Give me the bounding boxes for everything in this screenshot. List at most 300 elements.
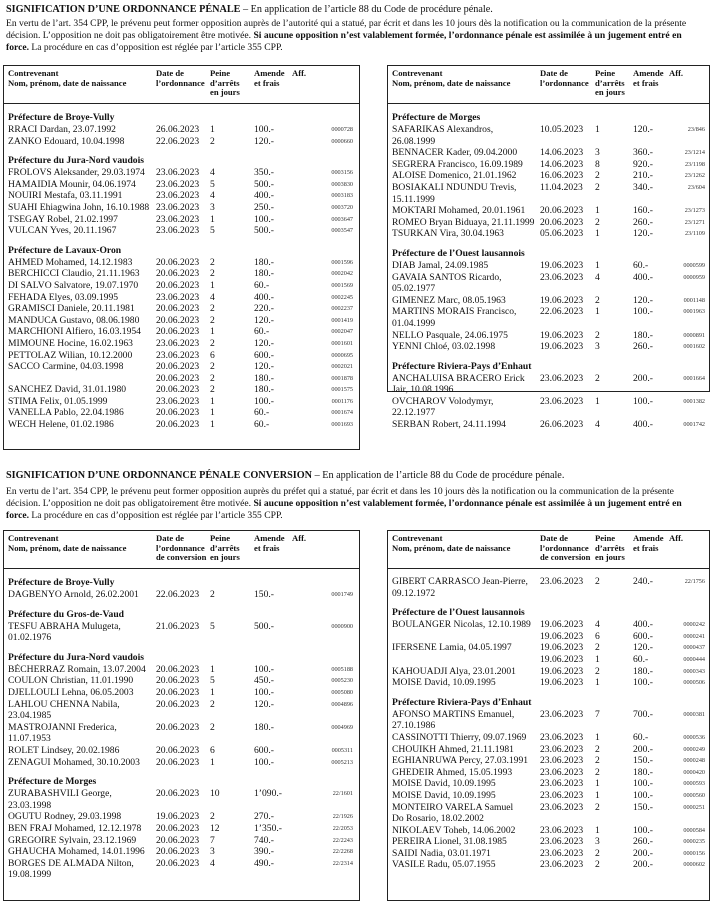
cell-aff: 0000891 [683, 331, 705, 339]
cell-date: 14.06.2023 [540, 147, 584, 159]
cell-aff: 0000437 0000444 [683, 644, 705, 663]
table-row [4, 745, 359, 757]
cell-date: 20.06.2023 [156, 788, 200, 800]
section1-title [6, 4, 493, 15]
cell-peine: 2 [210, 721, 215, 733]
table-row [388, 619, 709, 642]
cell-amende: 160.- [633, 205, 653, 217]
table-header [4, 66, 359, 104]
cell-name: PEREIRA Lionel, 31.08.1985 [392, 836, 507, 848]
cell-peine: 2 2 [210, 361, 215, 384]
table-row [4, 621, 359, 644]
table-row [4, 675, 359, 687]
cell-aff: 23/846 [687, 126, 705, 133]
cell-peine: 2 [210, 303, 215, 315]
cell-aff: 0000235 [683, 838, 705, 846]
cell-aff: 0001176 [331, 397, 353, 405]
cell-name: GRAMISCI Daniele, 20.11.1981 [8, 303, 135, 315]
table-row [4, 396, 359, 408]
table-row [388, 396, 709, 419]
column-header-amende: Amende et frais [254, 68, 285, 88]
table-row [388, 848, 709, 860]
cell-aff: 0001749 [331, 591, 353, 598]
table-row [388, 802, 709, 825]
table-row [4, 167, 359, 179]
cell-amende: 100.- [254, 124, 274, 135]
cell-peine: 2 [595, 755, 600, 767]
table-row [388, 295, 709, 307]
cell-peine: 5 [210, 225, 215, 237]
cell-peine: 1 [210, 279, 215, 291]
cell-amende: 60.- [254, 419, 270, 431]
cell-peine: 2 [595, 181, 600, 193]
cell-name: OGUTU Rodney, 29.03.1998 [8, 811, 122, 823]
cell-name: HAMAIDIA Mounir, 04.06.1974 [8, 178, 136, 190]
cell-aff: 23/1109 [684, 230, 705, 238]
cell-name: SAFARIKAS Alexandros, 26.08.1999 [392, 124, 494, 147]
cell-amende: 120.- [254, 314, 274, 326]
table-row [4, 268, 359, 280]
table-row [4, 225, 359, 237]
cell-amende: 400.- [254, 190, 274, 202]
table-row [4, 338, 359, 350]
section1-title-text: SIGNIFICATION D’UNE ORDONNANCE PÉNALE [6, 4, 241, 15]
table-row [388, 732, 709, 744]
cell-peine: 1 [595, 789, 600, 801]
cell-peine: 3 [595, 147, 600, 159]
cell-name: ROMEO Bryan Biduaya, 21.11.1999 [392, 216, 535, 228]
cell-peine: 2 [595, 576, 600, 587]
cell-aff: 0000506 [683, 679, 705, 687]
cell-date: 20.06.2023 [540, 216, 584, 228]
column-header-aff: Aff. [292, 68, 307, 78]
cell-name: VANELLA Pablo, 22.04.1986 [8, 407, 124, 419]
cell-name: MASTROJANNI Frederica, 11.07.1953 [8, 721, 117, 745]
table-row [4, 699, 359, 722]
cell-peine: 5 [210, 178, 215, 190]
cell-date: 20.06.2023 [156, 326, 200, 338]
cell-name: MIMOUNE Hocine, 16.02.1963 [8, 337, 133, 349]
cell-amende: 180.- [254, 268, 274, 280]
cell-name: KAHOUADJI Alya, 23.01.2001 [392, 665, 516, 677]
cell-peine: 1 [210, 663, 215, 675]
table-row [4, 257, 359, 269]
cell-name: BOULANGER Nicolas, 12.10.1989 [392, 619, 531, 631]
cell-date: 23.06.2023 [540, 731, 584, 743]
cell-peine: 2 [210, 314, 215, 326]
cell-aff: 0001419 [331, 316, 353, 324]
cell-amende: 100.- [254, 686, 274, 698]
column-header-date: Date de l’ordonnance [156, 68, 205, 88]
table-row [4, 384, 359, 396]
cell-peine: 1 [210, 686, 215, 698]
table-row [4, 179, 359, 191]
cell-name: SERBAN Robert, 24.11.1994 [392, 419, 506, 431]
table-row [388, 576, 709, 599]
cell-aff: 22/2268 [332, 848, 353, 856]
cell-date: 20.06.2023 [156, 834, 200, 846]
table-row [388, 373, 709, 396]
cell-name: TSURKAN Vira, 30.04.1963 [392, 228, 504, 240]
cell-name: ANCHALUISA BRACERO Erick Jair, 10.08.1996 [392, 372, 525, 396]
cell-name: SEGRERA Francisco, 16.09.1989 [392, 158, 523, 170]
cell-amende: 200.- [633, 847, 653, 859]
cell-aff: 0000584 [683, 826, 705, 834]
cell-aff: 0000156 [683, 849, 705, 857]
cell-peine: 8 [595, 158, 600, 170]
cell-peine: 2 [210, 268, 215, 280]
cell-amende: 390.- [254, 846, 274, 858]
table-row [4, 350, 359, 362]
cell-name: PETTOLAZ Wilian, 10.12.2000 [8, 349, 133, 361]
cell-peine: 7 [210, 834, 215, 846]
cell-name: MARCHIONI Alfiero, 16.03.1954 [8, 326, 141, 338]
cell-name: MOISE David, 10.09.1995 [392, 677, 496, 689]
cell-aff: 0001596 [331, 258, 353, 266]
cell-amende: 260.- [633, 216, 653, 228]
cell-amende: 120.- [254, 698, 274, 710]
cell-peine: 3 [595, 836, 600, 848]
prefecture-title: Préfecture de Broye-Vully [8, 112, 115, 123]
table-row [388, 260, 709, 272]
cell-peine: 1 [595, 395, 600, 407]
section2-left-table [3, 530, 360, 901]
cell-date: 19.06.2023 [540, 259, 584, 271]
cell-peine: 1 [595, 124, 600, 135]
cell-amende: 120.- [254, 135, 274, 147]
cell-amende: 600.- [254, 349, 274, 361]
prefecture-title: Préfecture de Morges [8, 776, 97, 788]
cell-peine: 1 [595, 205, 600, 217]
cell-peine: 2 [595, 801, 600, 813]
cell-aff: 23/604 [687, 183, 705, 191]
cell-name: ZANKO Edouard, 10.04.1998 [8, 135, 125, 147]
column-header-date: Date de l’ordonnance [540, 68, 589, 88]
cell-date: 23.06.2023 [540, 372, 584, 384]
cell-name: OVCHAROV Volodymyr, 22.12.1977 [392, 395, 494, 419]
cell-aff: 0005213 [331, 758, 353, 766]
column-header-name: Contrevenant Nom, prénom, date de naissance [8, 68, 127, 88]
cell-aff: 0000420 [683, 768, 705, 776]
cell-amende: 500.- [254, 178, 274, 190]
cell-aff: 23/1271 [684, 218, 705, 226]
column-header-amende: Amende et frais [254, 533, 285, 553]
table-row [388, 836, 709, 848]
table-row [388, 159, 709, 171]
cell-peine: 10 [210, 788, 220, 800]
prefecture-title: Préfecture de Lavaux-Oron [8, 244, 122, 256]
table-row [388, 755, 709, 767]
cell-date: 23.06.2023 [540, 271, 584, 283]
cell-aff: 0002021 0001878 [331, 363, 353, 382]
cell-amende: 100.- [633, 677, 653, 689]
table-row [388, 778, 709, 790]
spacer [388, 569, 709, 576]
cell-aff: 23/1214 [684, 149, 705, 157]
cell-peine: 2 [595, 294, 600, 306]
cell-aff: 23/1198 [684, 160, 705, 168]
cell-aff: 0000900 [331, 622, 353, 630]
column-header-aff: Aff. [669, 68, 684, 78]
cell-amende: 180.- [254, 256, 274, 268]
prefecture-title: Préfecture de Morges [392, 112, 481, 123]
cell-name: MOISE David, 10.09.1995 [392, 778, 496, 790]
cell-aff: 0002047 [331, 328, 353, 336]
cell-peine: 4 [595, 419, 600, 431]
cell-aff: 0000593 [683, 780, 705, 788]
cell-peine: 1 [595, 731, 600, 743]
table-row [388, 666, 709, 678]
cell-aff: 23/1262 [684, 172, 705, 180]
cell-aff: 22/1926 [332, 813, 353, 821]
section1-left-table [3, 65, 360, 450]
table-row [388, 124, 709, 147]
table-row [4, 361, 359, 384]
cell-peine: 4 [210, 857, 215, 869]
cell-amende: 210.- [633, 170, 653, 182]
table-row [4, 858, 359, 881]
cell-amende: 220.- [254, 303, 274, 315]
cell-aff: 0001382 [683, 397, 705, 405]
cell-aff: 22/2053 [332, 824, 353, 832]
cell-peine: 5 [210, 675, 215, 687]
cell-date: 14.06.2023 [540, 158, 584, 170]
cell-amende: 600.- [254, 744, 274, 756]
cell-date: 23.06.2023 [540, 824, 584, 836]
cell-date: 23.06.2023 [540, 708, 584, 720]
cell-name: FROLOVS Aleksander, 29.03.1974 [8, 167, 145, 179]
cell-aff: 0000242 0000241 [683, 621, 705, 640]
cell-peine: 1 [210, 756, 215, 768]
cell-date: 19.06.2023 [540, 329, 584, 341]
cell-aff: 0001693 [331, 421, 353, 429]
cell-date: 26.06.2023 [156, 124, 200, 135]
table-row [388, 272, 709, 295]
cell-aff: 0005311 [331, 746, 353, 754]
column-header-aff: Aff. [292, 533, 307, 543]
cell-peine: 1 [210, 407, 215, 419]
cell-amende: 150.- [633, 755, 653, 767]
cell-peine: 1 [595, 677, 600, 689]
cell-amende: 60.- [633, 259, 649, 271]
cell-peine: 1 [595, 259, 600, 271]
cell-date: 11.04.2023 [540, 181, 583, 193]
cell-amende: 120.- [254, 337, 274, 349]
section2-title [6, 470, 564, 481]
cell-name: GIBERT CARRASCO Jean-Pierre, 09.12.1972 [392, 576, 528, 599]
table-row [388, 419, 709, 431]
cell-date: 20.06.2023 [156, 744, 200, 756]
cell-peine: 1 [595, 778, 600, 790]
cell-amende: 260.- [633, 341, 653, 353]
cell-peine: 2 [595, 766, 600, 778]
section1-intro-end: La procédure en cas d’opposition est réglée par l’article 355 CPP. [29, 42, 283, 54]
cell-peine: 4 [210, 190, 215, 202]
cell-date: 23.06.2023 [540, 847, 584, 859]
table-row [388, 744, 709, 756]
cell-amende: 180.- [633, 665, 653, 677]
cell-name: BEN FRAJ Mohamed, 12.12.1978 [8, 822, 142, 834]
table-row [388, 825, 709, 837]
cell-aff: 0003547 [331, 227, 353, 235]
cell-peine: 7 [595, 708, 600, 720]
cell-name: MARTINS MORAIS Francisco, 01.04.1999 [392, 306, 517, 329]
cell-amende: 500.- [254, 620, 274, 632]
cell-name: GREGOIRE Sylvain, 23.12.1969 [8, 834, 137, 846]
column-header-peine: Peine d’arrêts en jours [595, 533, 625, 563]
table-row [388, 170, 709, 182]
cell-date: 20.06.2023 [156, 663, 200, 675]
cell-name: FEHADA Elyes, 03.09.1995 [8, 291, 119, 303]
section1-intro-text: En vertu de l’art. 354 CPP, le prévenu peut former opposition auprès de l’autorité qui a statué, par écrit et dans les 10 jours dès la notification ou la communication de la présente décision. L’opposition ne doit pas obligatoirement être motivée. [6, 18, 687, 42]
table-row [4, 811, 359, 823]
table-row [4, 136, 359, 148]
cell-amende: 740.- [254, 834, 274, 846]
cell-amende: 360.- [633, 147, 653, 159]
cell-amende: 120.- 180.- [254, 361, 274, 384]
cell-aff: 0005080 [331, 688, 353, 696]
table-header [4, 531, 359, 569]
cell-name: NOUIRI Mestafa, 03.11.1991 [8, 190, 123, 202]
cell-amende: 180.- [633, 329, 653, 341]
cell-name: DI SALVO Salvatore, 19.07.1970 [8, 279, 139, 291]
cell-date: 23.06.2023 [156, 201, 200, 213]
cell-amende: 270.- [254, 811, 274, 823]
cell-peine: 1 [210, 326, 215, 338]
cell-peine: 2 [595, 170, 600, 182]
cell-amende: 240.- [633, 576, 653, 587]
cell-peine: 6 [210, 744, 215, 756]
cell-aff: 22/1756 [684, 578, 705, 585]
section1-subtitle: – En application de l’article 88 du Code de procédure pénale. [240, 4, 493, 15]
cell-peine: 2 1 [595, 642, 600, 665]
cell-aff: 0000695 [331, 351, 353, 359]
cell-date: 23.06.2023 [156, 213, 200, 225]
cell-aff: 0003183 [331, 192, 353, 200]
table-row [388, 859, 709, 871]
cell-date: 23.06.2023 [156, 349, 200, 361]
cell-name: EGHIANRUWA Percy, 27.03.1991 [392, 755, 529, 767]
cell-date: 23.06.2023 [156, 190, 200, 202]
cell-amende: 120.- 60.- [633, 642, 653, 665]
cell-aff: 0005188 [331, 665, 353, 673]
cell-amende: 400.- [633, 271, 653, 283]
cell-amende: 180.- [633, 766, 653, 778]
cell-date: 20.06.2023 [156, 846, 200, 858]
cell-name: AHMED Mohamed, 14.12.1983 [8, 256, 133, 268]
cell-name: SACCO Carmine, 04.03.1998 [8, 361, 124, 373]
prefecture-title: Préfecture du Jura-Nord vaudois [8, 651, 144, 663]
cell-date: 20.06.2023 [540, 205, 584, 217]
column-header-name: Contrevenant Nom, prénom, date de naissance [392, 533, 511, 553]
section2-intro [6, 486, 706, 523]
cell-date: 23.06.2023 [540, 395, 584, 407]
cell-date: 20.06.2023 [156, 279, 200, 291]
cell-amende: 60.- [254, 279, 270, 291]
cell-amende: 1’350.- [254, 822, 282, 834]
cell-name: SANCHEZ David, 31.01.1980 [8, 384, 127, 396]
cell-name: MONTEIRO VARELA Samuel Do Rosario, 18.02.2002 [392, 801, 514, 825]
cell-peine: 2 [210, 698, 215, 710]
cell-aff: 0001602 [683, 343, 705, 351]
table-row [4, 407, 359, 419]
section2-intro-end: La procédure en cas d’opposition est réglée par l’article 355 CPP. [29, 510, 283, 522]
cell-amende: 400.- 600.- [633, 619, 653, 642]
cell-name: DAGBENYO Arnold, 26.02.2001 [8, 589, 139, 600]
cell-name: RRACI Dardan, 23.07.1992 [8, 124, 116, 135]
cell-name: YENNI Chloé, 03.02.1998 [392, 341, 496, 353]
table-row [388, 217, 709, 229]
cell-name: CASSINOTTI Thierry, 09.07.1969 [392, 731, 527, 743]
prefecture-title: Préfecture Riviera-Pays d’Enhaut [392, 696, 532, 708]
column-header-peine: Peine d’arrêts en jours [595, 68, 625, 98]
cell-date: 22.06.2023 [156, 589, 200, 600]
cell-name: VULCAN Yves, 20.11.1967 [8, 225, 117, 237]
table-row [4, 835, 359, 847]
table-row [4, 326, 359, 338]
cell-aff: 0000728 [331, 126, 353, 133]
cell-aff: 0001569 [331, 281, 353, 289]
cell-aff: 0001148 [683, 296, 705, 304]
cell-peine: 2 [210, 135, 215, 147]
cell-peine: 5 [210, 620, 215, 632]
cell-peine: 2 [595, 743, 600, 755]
cell-peine: 1 [595, 824, 600, 836]
table-row [388, 182, 709, 205]
cell-name: BERCHICCI Claudio, 21.11.1963 [8, 268, 140, 280]
cell-name: DIAB Jamal, 24.09.1985 [392, 259, 489, 271]
column-header-name: Contrevenant Nom, prénom, date de naissance [8, 533, 127, 553]
section1-intro-bold: Si aucune opposition n’est valablement formée, l’ordonnance pénale est assimilée à un jugement entré en force. [6, 30, 682, 54]
table-row [4, 280, 359, 292]
table-row [4, 823, 359, 835]
prefecture-title: Préfecture Riviera-Pays d’Enhaut [392, 360, 532, 372]
cell-date: 20.06.2023 [156, 698, 200, 710]
cell-name: STIMA Felix, 01.05.1999 [8, 395, 108, 407]
cell-date: 05.06.2023 [540, 228, 584, 240]
column-header-name: Contrevenant Nom, prénom, date de naissance [392, 68, 511, 88]
cell-amende: 60.- [633, 731, 649, 743]
cell-date: 20.06.2023 [156, 256, 200, 268]
cell-amende: 60.- [254, 407, 270, 419]
column-header-amende: Amende et frais [633, 68, 664, 88]
section2-intro-text: En vertu de l’art. 354 CPP, le prévenu peut former opposition auprès du préfet qui a statué, par écrit et dans les 10 jours dès la notification ou la communication de la présente décision. L’opposition ne doit pas obligatoirement être motivée. [6, 486, 674, 510]
cell-aff: 0000381 [683, 710, 705, 718]
cell-date: 20.06.2023 [156, 303, 200, 315]
cell-aff: 0001963 [683, 308, 705, 316]
cell-name: BÉCHERRAZ Romain, 13.07.2004 [8, 663, 146, 675]
cell-name: GAVAIA SANTOS Ricardo, 05.02.1977 [392, 271, 502, 295]
cell-amende: 100.- [633, 789, 653, 801]
cell-peine: 2 [595, 216, 600, 228]
cell-aff: 0000249 [683, 745, 705, 753]
prefecture-title: Préfecture du Gros-de-Vaud [8, 608, 125, 620]
table-row [4, 788, 359, 811]
table-row [388, 205, 709, 217]
cell-name: MOKTARI Mohamed, 20.01.1961 [392, 205, 526, 217]
cell-date: 19.06.2023 [540, 665, 584, 677]
cell-aff: 23/1273 [684, 207, 705, 215]
table-row [4, 722, 359, 745]
cell-aff: 0004896 [331, 700, 353, 708]
cell-aff: 22/2243 [332, 836, 353, 844]
cell-name: BORGES DE ALMADA Nilton, 19.08.1999 [8, 857, 134, 881]
cell-name: GHAUCHA Mohamed, 14.01.1996 [8, 846, 145, 858]
cell-date: 22.06.2023 [540, 306, 584, 318]
cell-amende: 60.- [254, 326, 270, 338]
cell-aff: 0003830 [331, 180, 353, 188]
cell-aff: 0000343 [683, 667, 705, 675]
